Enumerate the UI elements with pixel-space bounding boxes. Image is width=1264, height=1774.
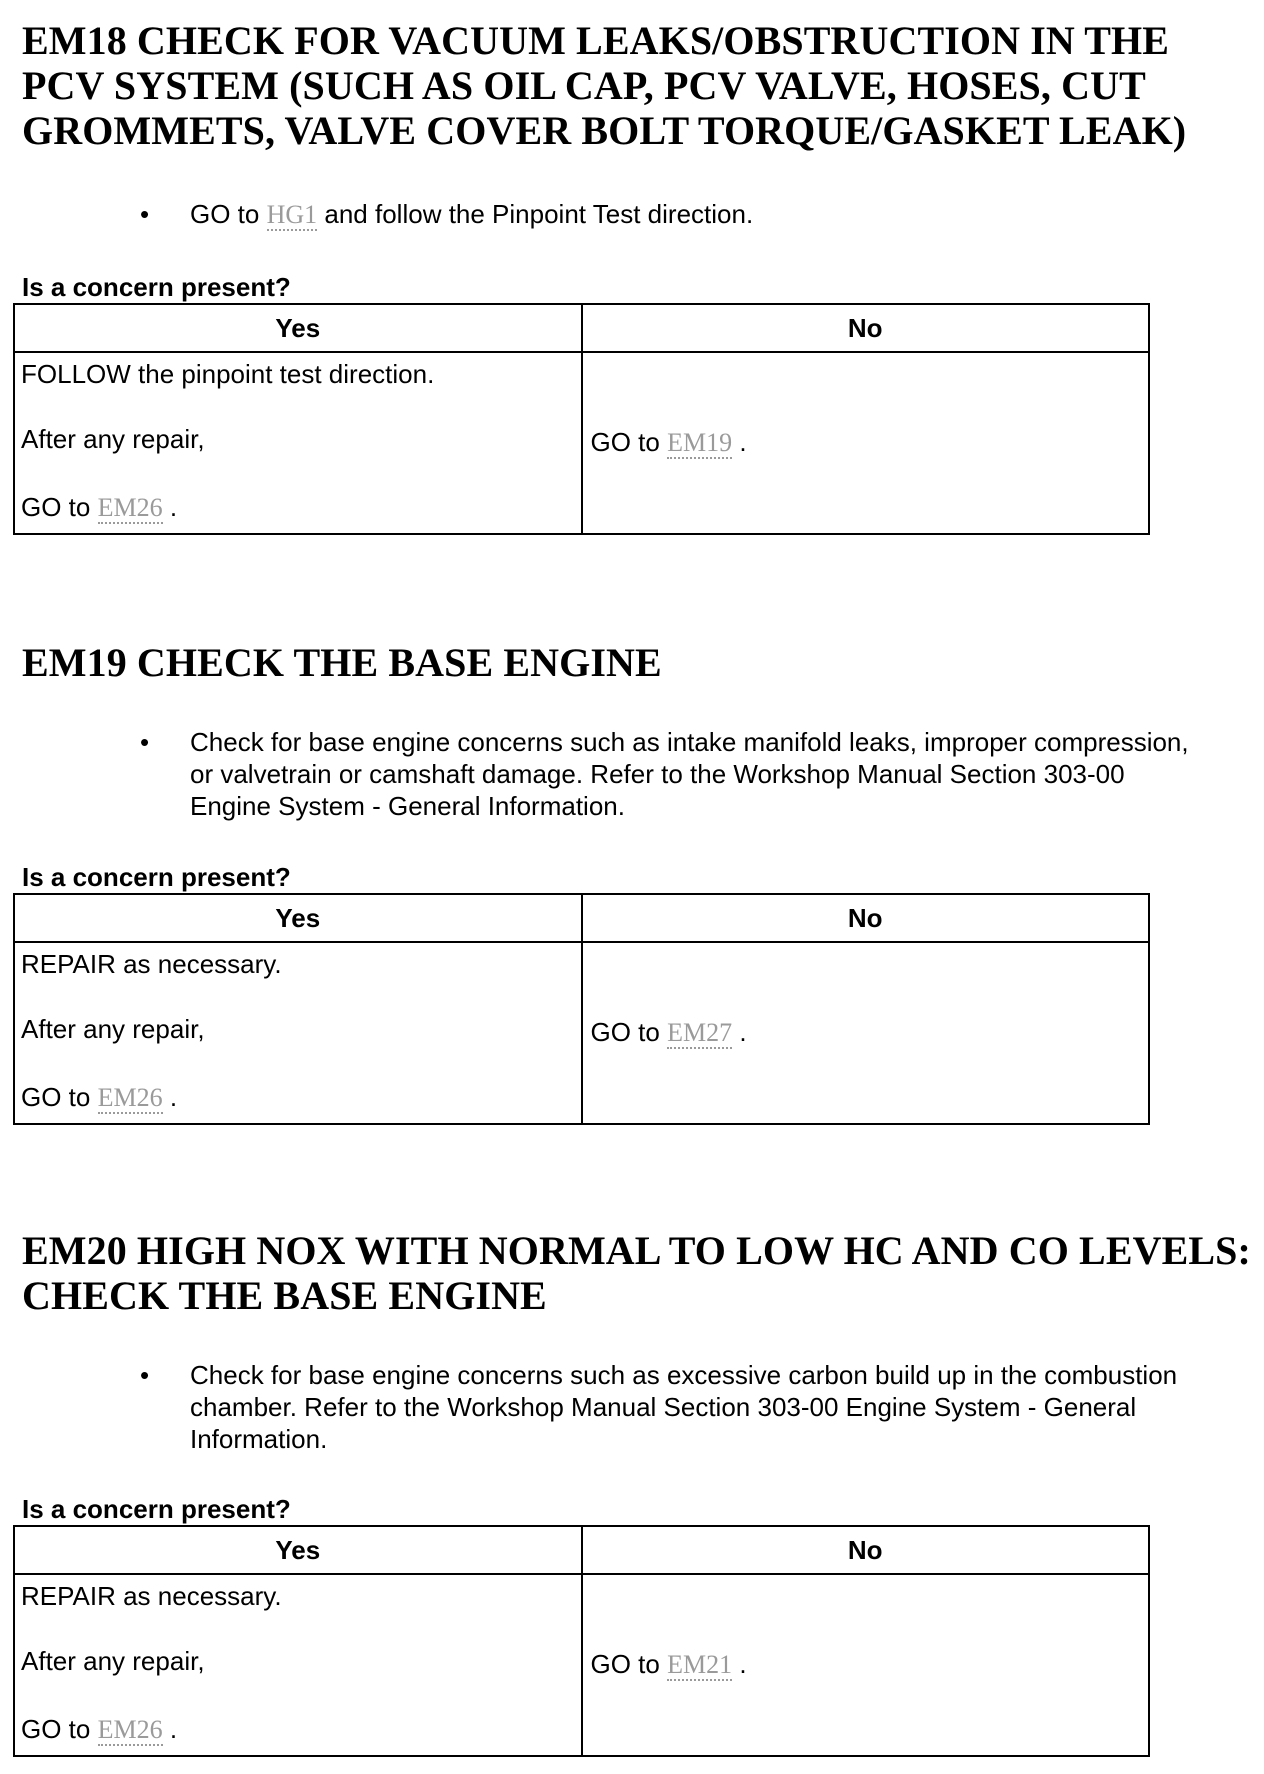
- no-cell: [582, 352, 1150, 534]
- yes-header: Yes: [14, 894, 582, 942]
- yes-goto: GO to EM26 .: [21, 1714, 178, 1744]
- no-cell: [582, 942, 1150, 1124]
- question-label: Is a concern present?: [22, 272, 291, 302]
- yes-cell: [14, 942, 582, 1124]
- question-label: Is a concern present?: [22, 1494, 291, 1524]
- instruction-text: Check for base engine concerns such as excessive carbon build up in the combustion chamber. Refer to the Workshop Manual Section 303-00 Engine System - General Information.: [190, 1360, 1178, 1454]
- yes-action: REPAIR as necessary.: [21, 1581, 282, 1611]
- link-em21[interactable]: EM21: [667, 1650, 733, 1679]
- yes-after-repair: After any repair,: [21, 1014, 205, 1044]
- no-goto: GO to EM27 .: [590, 1017, 747, 1047]
- bullet-dot-icon: •: [140, 727, 150, 757]
- instruction-text: GO to HG1 and follow the Pinpoint Test direction.: [190, 199, 754, 229]
- link-em26[interactable]: EM26: [97, 493, 163, 522]
- instruction-text: Check for base engine concerns such as intake manifold leaks, improper compression, or valvetrain or camshaft damage. Refer to the Workshop Manual Section 303-00 Engine System - General Information.: [190, 727, 1189, 821]
- no-header: No: [582, 1526, 1150, 1574]
- link-em26[interactable]: EM26: [97, 1083, 163, 1112]
- link-em19[interactable]: EM19: [667, 428, 733, 457]
- decision-table: [13, 893, 1150, 1125]
- bullet-dot-icon: •: [140, 199, 150, 229]
- yes-goto: GO to EM26 .: [21, 1082, 178, 1112]
- yes-header: Yes: [14, 304, 582, 352]
- yes-action: REPAIR as necessary.: [21, 949, 282, 979]
- no-cell: [582, 1574, 1150, 1756]
- no-header: No: [582, 304, 1150, 352]
- no-goto: GO to EM21 .: [590, 1649, 747, 1679]
- yes-cell: [14, 352, 582, 534]
- yes-after-repair: After any repair,: [21, 1646, 205, 1676]
- section-heading: EM18 CHECK FOR VACUUM LEAKS/OBSTRUCTION IN THE PCV SYSTEM (SUCH AS OIL CAP, PCV VALVE, HOSES, CUT GROMMETS, VALVE COVER BOLT TORQUE/GASKET LEAK): [22, 18, 1187, 153]
- link-hg1[interactable]: HG1: [266, 200, 318, 229]
- link-em26[interactable]: EM26: [97, 1715, 163, 1744]
- yes-goto: GO to EM26 .: [21, 492, 178, 522]
- yes-after-repair: After any repair,: [21, 424, 205, 454]
- question-label: Is a concern present?: [22, 862, 291, 892]
- decision-table: [13, 1525, 1150, 1757]
- section-heading: EM20 HIGH NOX WITH NORMAL TO LOW HC AND CO LEVELS: CHECK THE BASE ENGINE: [22, 1228, 1251, 1318]
- section-heading: EM19 CHECK THE BASE ENGINE: [22, 640, 662, 685]
- yes-header: Yes: [14, 1526, 582, 1574]
- no-header: No: [582, 894, 1150, 942]
- no-goto: GO to EM19 .: [590, 427, 747, 457]
- bullet-dot-icon: •: [140, 1360, 150, 1390]
- decision-table: [13, 303, 1150, 535]
- yes-cell: [14, 1574, 582, 1756]
- yes-action: FOLLOW the pinpoint test direction.: [21, 359, 435, 389]
- link-em27[interactable]: EM27: [667, 1018, 733, 1047]
